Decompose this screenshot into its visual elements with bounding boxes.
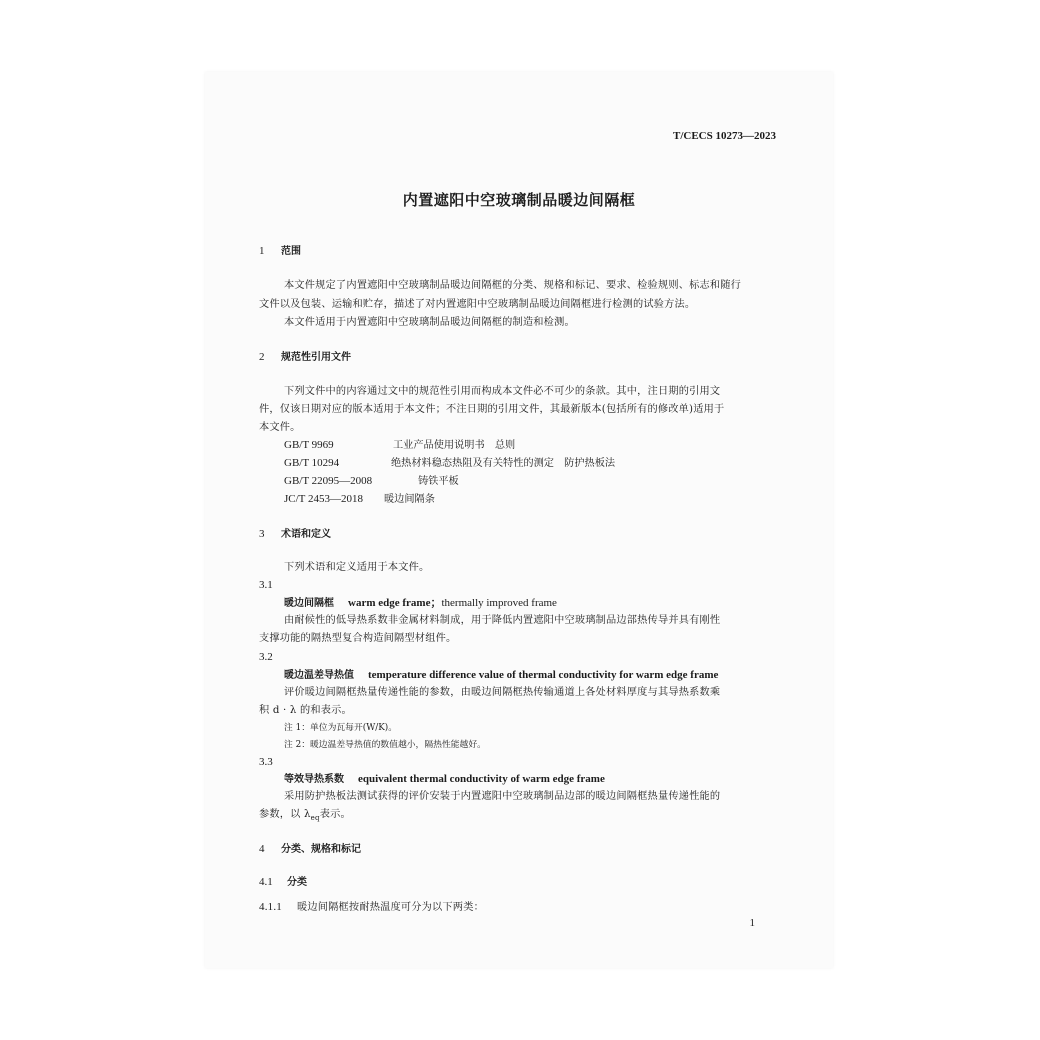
paragraph-line: 下列术语和定义适用于本文件。	[284, 562, 430, 573]
reference-name: 绝热材料稳态热阻及有关特性的测定 防护热板法	[391, 458, 616, 469]
document-title: 内置遮阳中空玻璃制品暖边间隔框	[402, 191, 636, 209]
section-4-heading	[259, 841, 361, 858]
term-heading	[284, 667, 718, 684]
section-title: 术语和定义	[281, 529, 331, 540]
note: 注 2：暖边温差导热值的数值越小，隔热性能越好。	[284, 740, 486, 750]
section-title: 分类、规格和标记	[281, 844, 361, 855]
page-number: 1	[749, 917, 755, 929]
clause-number: 4.1.1	[259, 901, 282, 913]
paragraph-line: 下列文件中的内容通过文中的规范性引用而构成本文件必不可少的条款。其中，注日期的引用文	[284, 386, 721, 397]
reference-item	[284, 473, 459, 490]
term-english: equivalent thermal conductivity of warm edge frame	[358, 773, 605, 785]
section-number: 2	[259, 351, 265, 363]
section-number: 4	[259, 843, 265, 855]
term-number: 3.1	[259, 579, 273, 591]
section-title: 规范性引用文件	[281, 352, 351, 363]
subsection-number: 4.1	[259, 876, 273, 888]
paragraph-line: 本文件。	[259, 422, 301, 433]
standard-code: T/CECS 10273—2023	[673, 130, 776, 142]
reference-code: GB/T 22095—2008	[284, 475, 373, 487]
subscript: eq	[310, 814, 320, 823]
reference-name: 工业产品使用说明书 总则	[393, 440, 516, 451]
subsection-heading	[259, 874, 307, 891]
clause-text: 暖边间隔框按耐热温度可分为以下两类：	[297, 902, 484, 913]
term-heading	[284, 595, 557, 612]
paragraph-line: 积 d · λ 的和表示。	[259, 705, 352, 716]
term-number: 3.2	[259, 651, 273, 663]
section-title: 范围	[281, 246, 301, 257]
text-fragment: 参数，以 λ	[259, 809, 311, 820]
paragraph-line: 采用防护热板法测试获得的评价安装于内置遮阳中空玻璃制品边部的暖边间隔框热量传递性能的	[284, 791, 721, 802]
section-number: 1	[259, 245, 265, 257]
paragraph-line	[259, 807, 351, 826]
reference-code: GB/T 10294	[284, 457, 340, 469]
section-3-heading	[259, 526, 331, 543]
term-number: 3.3	[259, 756, 273, 768]
term-english: temperature difference value of thermal conductivity for warm edge frame	[368, 669, 719, 681]
paragraph-line: 评价暖边间隔框热量传递性能的参数，由暖边间隔框热传输通道上各处材料厚度与其导热系数乘	[284, 687, 721, 698]
section-number: 3	[259, 528, 265, 540]
paragraph-line: 由耐候性的低导热系数非金属材料制成，用于降低内置遮阳中空玻璃制品边部热传导并具有刚性	[284, 615, 721, 626]
paragraph-line: 本文件规定了内置遮阳中空玻璃制品暖边间隔框的分类、规格和标记、要求、检验规则、标志和随行	[284, 280, 742, 291]
note: 注 1：单位为瓦每开(W/K)。	[284, 723, 398, 733]
term-heading	[284, 771, 605, 788]
paragraph-line: 文件以及包装、运输和贮存，描述了对内置遮阳中空玻璃制品暖边间隔框进行检测的试验方法。	[259, 299, 696, 310]
document-page	[205, 72, 833, 968]
term-chinese: 暖边间隔框	[284, 598, 334, 609]
clause-line	[259, 899, 484, 916]
paragraph-line: 本文件适用于内置遮阳中空玻璃制品暖边间隔框的制造和检测。	[284, 317, 575, 328]
reference-item	[284, 437, 515, 454]
reference-name: 暖边间隔条	[384, 494, 435, 505]
reference-item	[284, 491, 435, 508]
reference-item	[284, 455, 615, 472]
section-2-heading	[259, 349, 351, 366]
section-1-heading	[259, 243, 301, 260]
reference-code: GB/T 9969	[284, 439, 334, 451]
term-chinese: 暖边温差导热值	[284, 670, 354, 681]
term-english: warm edge frame；	[348, 597, 442, 609]
paragraph-line: 件，仅该日期对应的版本适用于本文件；不注日期的引用文件，其最新版本(包括所有的修改单)适用于	[259, 404, 725, 415]
subsection-title: 分类	[287, 877, 307, 888]
reference-name: 铸铁平板	[418, 476, 459, 487]
term-chinese: 等效导热系数	[284, 774, 344, 785]
term-english-alt: thermally improved frame	[441, 597, 557, 609]
text-fragment: 表示。	[319, 809, 351, 820]
reference-code: JC/T 2453—2018	[284, 493, 363, 505]
paragraph-line: 支撑功能的隔热型复合构造间隔型材组件。	[259, 633, 457, 644]
